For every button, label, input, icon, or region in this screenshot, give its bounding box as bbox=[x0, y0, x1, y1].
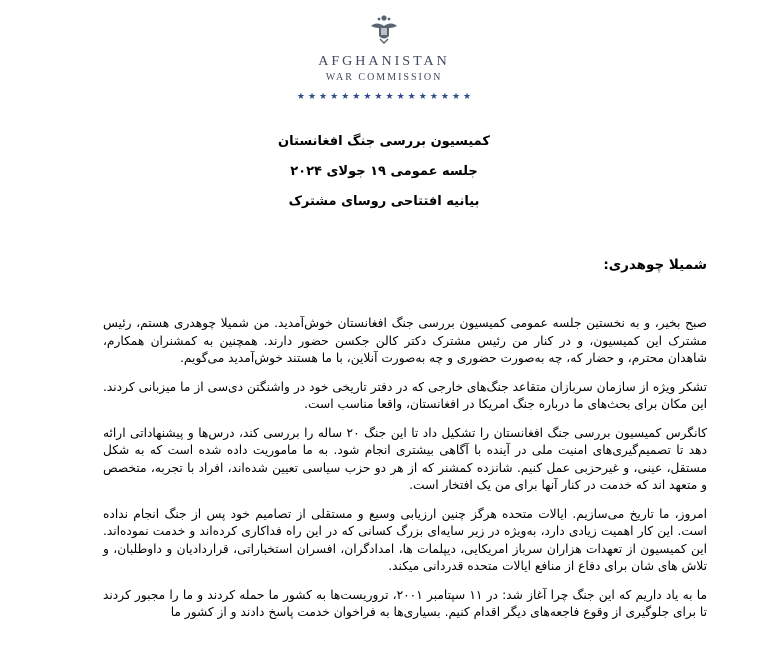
star-icon: ★ bbox=[374, 92, 383, 102]
star-icon: ★ bbox=[440, 92, 449, 102]
title-block bbox=[0, 134, 768, 224]
paragraph: تشکر ویژه از سازمان سربازان متقاعد جنگ‌های خارجی که در دفتر تاریخی خود در واشنگتن دی‌سی از ما میزبانی کردند. این مکان برای بحث‌های ما درباره جنگ امریکا در افغانستان، واقعا مناسب است. bbox=[103, 379, 707, 411]
title-commission: کمیسیون بررسی جنگ افغانستان bbox=[278, 134, 490, 149]
star-icon: ★ bbox=[307, 92, 317, 102]
star-icon: ★ bbox=[330, 92, 339, 102]
star-icon: ★ bbox=[296, 92, 305, 102]
star-row bbox=[0, 92, 768, 102]
org-subtitle: WAR COMMISSION bbox=[325, 72, 443, 83]
paragraph: کانگرس کمیسیون بررسی جنگ افغانستان را تشکیل داد تا این جنگ ۲۰ ساله را بررسی کند، درس‌ها و پیشنهاداتی ارائه دهد تا تصمیم‌گیری‌های امنیت ملی در آینده با آگاهی بیشتری انجام شود. به ما ماموریت داده شده است که به شکل مستقل، عینی، و غیرحزبی عمل کنیم. شانزده کمشنر که از هر دو حزب سیاسی تعیین شده‌اند، افراد با تجربه، متخصص و متعهد اند که خدمت در کنار آنها برای من یک افتخار است. bbox=[103, 425, 707, 492]
eagle-seal-icon bbox=[369, 14, 399, 44]
star-icon: ★ bbox=[363, 92, 372, 102]
star-icon: ★ bbox=[407, 92, 416, 102]
star-icon: ★ bbox=[341, 92, 350, 102]
star-icon: ★ bbox=[429, 92, 438, 102]
document-body bbox=[103, 256, 707, 633]
star-icon: ★ bbox=[451, 92, 461, 102]
org-name: AFGHANISTAN bbox=[318, 54, 450, 69]
star-icon: ★ bbox=[319, 92, 328, 102]
title-statement: بیانیه افتتاحی روسای مشترک bbox=[288, 194, 480, 209]
star-icon: ★ bbox=[396, 92, 405, 102]
star-icon: ★ bbox=[418, 92, 427, 102]
star-icon: ★ bbox=[352, 92, 361, 102]
title-session: جلسه عمومی ۱۹ جولای ۲۰۲۴ bbox=[290, 164, 478, 179]
paragraph: صبح بخیر، و به نخستین جلسه عمومی کمیسیون بررسی جنگ افغانستان خوش‌آمدید. من شمیلا چوهدری هستم، رئیس مشترک این کمیسیون، و در کنار من رئیس مشترک دکتر کالن جکسن حضور دارند. همچنین به کمشنران همکارم، شاهدان محترم، و حضار که، چه به‌صورت حضوری و چه به‌صورت آنلاین، با ما هستند خوش‌آمدید می‌گویم. bbox=[103, 316, 707, 365]
paragraph: ما به یاد داریم که این جنگ چرا آغاز شد: در ۱۱ سپتامبر ۲۰۰۱، تروریست‌ها به کشور ما حمله کردند و ما را مجبور کردند تا برای جلوگیری از وقوع فاجعه‌های دیگر اقدام کنیم. بسیاری‌ها به فراخوان خدمت پاسخ دادند و از کشور ما bbox=[103, 587, 707, 619]
star-icon: ★ bbox=[463, 92, 472, 102]
header-logo bbox=[0, 14, 768, 102]
paragraph: امروز، ما تاریخ می‌سازیم. ایالات متحده هرگز چنین ارزیابی وسیع و مستقلی از تصامیم خود پس از جنگ انجام نداده است. این کار اهمیت زیادی دارد، به‌ویژه در زیر سایه‌ای بزرگ کسانی که در این راه فداکاری کرده‌اند و خدمت نموده‌اند. این کمیسیون از تعهدات هزاران سرباز امریکایی، دیپلمات ها، امدادگران، افسران استخباراتی، قرارداديان و داوطلبان، و تلاش های شان برای دفاع از منافع ایالات متحده قدردانی میکند. bbox=[103, 506, 707, 573]
star-icon: ★ bbox=[385, 92, 394, 102]
speaker-name: شمیلا چوهدری: bbox=[603, 257, 707, 273]
